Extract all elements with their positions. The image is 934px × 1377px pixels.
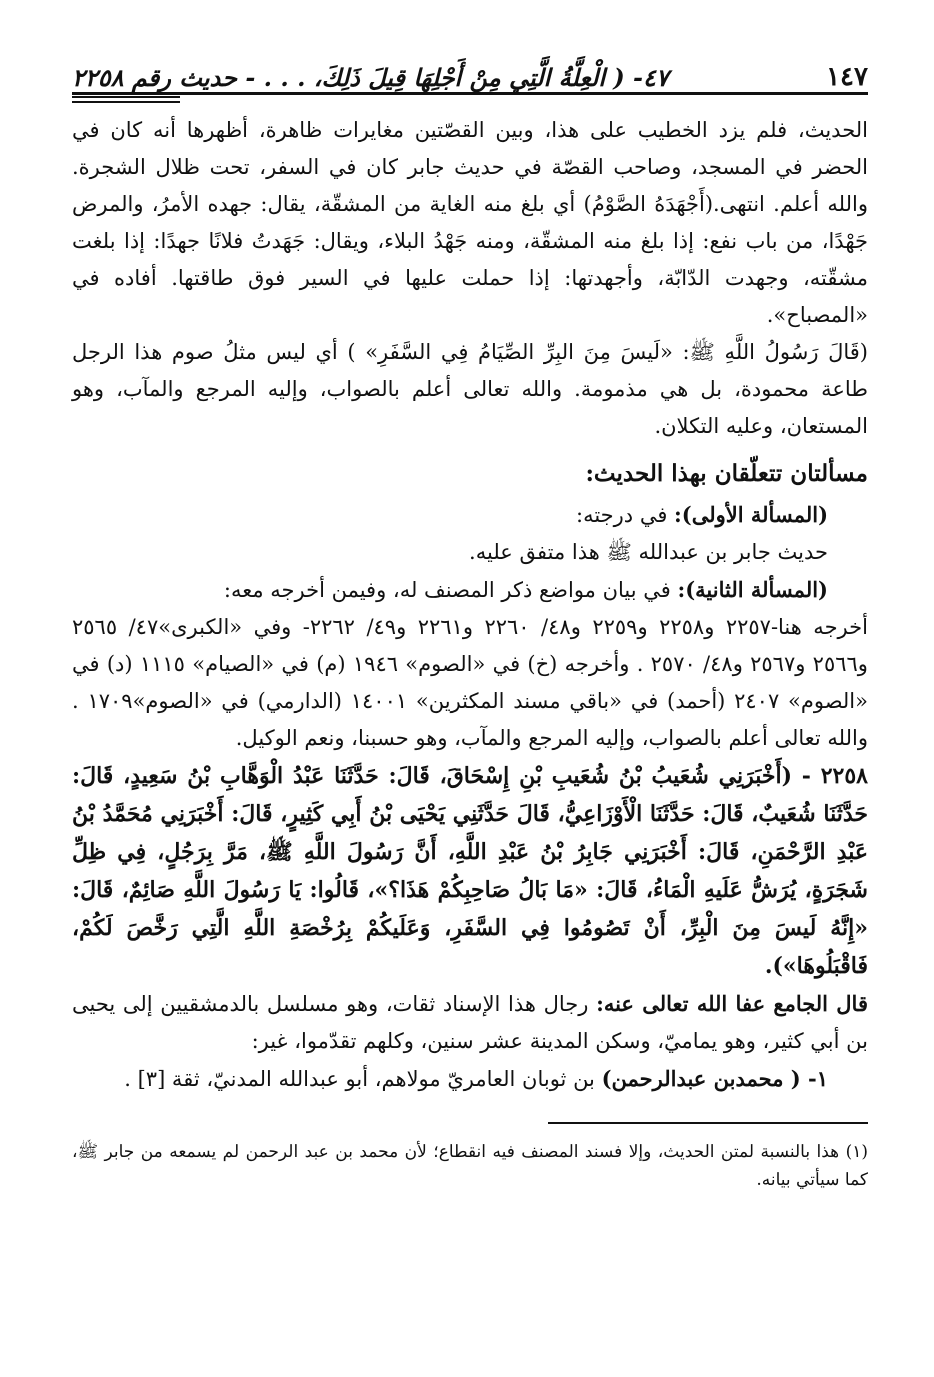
issue-1-line xyxy=(72,496,868,534)
commentary xyxy=(72,985,868,1060)
footnote-text: (١) هذا بالنسبة لمتن الحديث، وإلا فسند المصنف فيه انقطاع؛ لأن محمد بن عبد الرحمن لم يسمعه من جابر ﷺ، كما سيأتي بيانه. xyxy=(72,1142,868,1190)
issue-1-text: في درجته: xyxy=(576,503,675,527)
paragraph: (قَالَ رَسُولُ اللَّهِ ﷺ: «لَيسَ مِنَ البِرِّ الصِّيَامُ فِي السَّفَرِ» ) أي ليس مثلُ صوم هذا الرجل طاعة محمودة، بل هي مذمومة. والله تعالى أعلم بالصواب، وإليه المرجع والمآب، وهو المستعان، وعليه التكلان. xyxy=(72,340,868,438)
issue-1-label: (المسألة الأولى): xyxy=(674,502,828,527)
footnote-rule xyxy=(548,1122,868,1124)
section-heading: مسألتان تتعلّقان بهذا الحديث: xyxy=(585,460,868,487)
issue-2-body: أخرجه هنا-٢٢٥٧ و٢٢٥٨ و٢٢٥٩ و٤٨/ ٢٢٦٠ و٢٢٦١ و٤٩/ ٢٢٦٢- وفي «الكبرى»٤٧/ ٢٥٦٥ و٢٥٦٦ و٢٥٦٧ و٤٨/ ٢٥٧٠ . وأخرجه (خ) في «الصوم» ١٩٤٦ (م) في «الصيام» ١١١٥ (د) في «الصوم» ٢٤٠٧ (أحمد) في «باقي مسند المكثرين» ١٤٠٠١ (الدارمي) في «الصوم»١٧٠٩ . والله تعالى أعلم بالصواب، وإليه المرجع والمآب، وهو حسبنا، ونعم الوكيل. xyxy=(72,615,868,750)
commentary-text: رجال هذا الإسناد ثقات، وهو مسلسل بالدمشقيين إلى يحيى بن أبي كثير، وهو يماميّ، وسكن المدينة عشر سنين، وكلهم تقدّموا، غير: xyxy=(72,992,868,1053)
narrator-text: بن ثوبان العامريّ مولاهم، أبو عبدالله المدنيّ، ثقة [٣] . xyxy=(124,1067,602,1091)
issue-2-text: في بيان مواضع ذكر المصنف له، وفيمن أخرجه معه: xyxy=(223,578,678,602)
issue-1-body: حديث جابر بن عبدالله ﷺ هذا متفق عليه. xyxy=(469,540,828,564)
book-page xyxy=(72,52,868,1194)
header-rule xyxy=(72,92,868,112)
issue-2-line xyxy=(72,571,868,609)
footnote xyxy=(72,1138,868,1194)
running-header xyxy=(72,52,868,92)
narrator-entry xyxy=(72,1060,868,1098)
narrator-label: ١- ( محمدبن عبدالرحمن) xyxy=(601,1066,828,1091)
chapter-title: ٤٧- ( الْعِلَّةُ الَّتِي مِنْ أَجْلِهَا قِيلَ ذَلِكَ، . . . - حديث رقم ٢٢٥٨ xyxy=(72,63,669,92)
paragraph: الحديث، فلم يزد الخطيب على هذا، وبين القصّتين مغايرات ظاهرة، أظهرها أنه كان في الحضر في المسجد، وصاحب القصّة في حديث جابر كان في السفر، تحت ظلال الشجرة. والله أعلم. انتهى.(أَجْهَدَهُ الصَّوْمُ) أي بلغ منه الغاية من المشقّة، يقال: جهده الأمرُ، والمرض جَهْدًا، من باب نفع: إذا بلغ منه المشقّة، ومنه جَهْدُ البلاء، ويقال: جَهَدتُ فلانًا جهدًا: إذا بلغت مشقّته، وجهدت الدّابّة، وأجهدتها: إذا حملت عليها في السير فوق طاقتها. أفاده في «المصباح». xyxy=(72,118,868,327)
main-text xyxy=(72,112,868,1098)
issue-2-label: (المسألة الثانية): xyxy=(677,577,828,602)
hadith-text: ٢٢٥٨ - (أَخْبَرَنِي شُعَيبُ بْنُ شُعَيبِ بْنِ إِسْحَاقَ، قَالَ: حَدَّثَنَا عَبْدُ الْوَهَّابِ بْنُ سَعِيدٍ، قَالَ: حَدَّثَنَا شُعَيبٌ، قَالَ: حَدَّثَنَا الْأَوْزَاعِيُّ، قَالَ حَدَّثَنِي يَحْيَى بْنُ أَبِي كَثِيرٍ، قَالَ: أَخْبَرَنِي مُحَمَّدُ بْنُ عَبْدِ الرَّحْمَنِ، قَالَ: أَخْبَرَنِي جَابِرُ بْنُ عَبْدِ اللَّهِ، أَنَّ رَسُولَ اللَّهِ ﷺ، مَرَّ بِرَجُلٍ، فِي ظِلِّ شَجَرَةٍ، يُرَشُّ عَلَيهِ الْمَاءُ، قَالَ: «مَا بَالُ صَاحِبِكُمْ هَذَا؟»، قَالُوا: يَا رَسُولَ اللَّهِ صَائِمٌ، قَالَ: «إِنَّهُ لَيسَ مِنَ الْبِرِّ، أَنْ تَصُومُوا فِي السَّفَرِ، وَعَلَيكُمْ بِرُخْصَةِ اللَّهِ الَّتِي رَخَّصَ لَكُمْ، فَاقْبَلُوهَا»). xyxy=(72,763,868,979)
commentary-label: قال الجامع عفا الله تعالى عنه: xyxy=(596,991,868,1016)
page-number: ١٤٧ xyxy=(826,62,868,92)
